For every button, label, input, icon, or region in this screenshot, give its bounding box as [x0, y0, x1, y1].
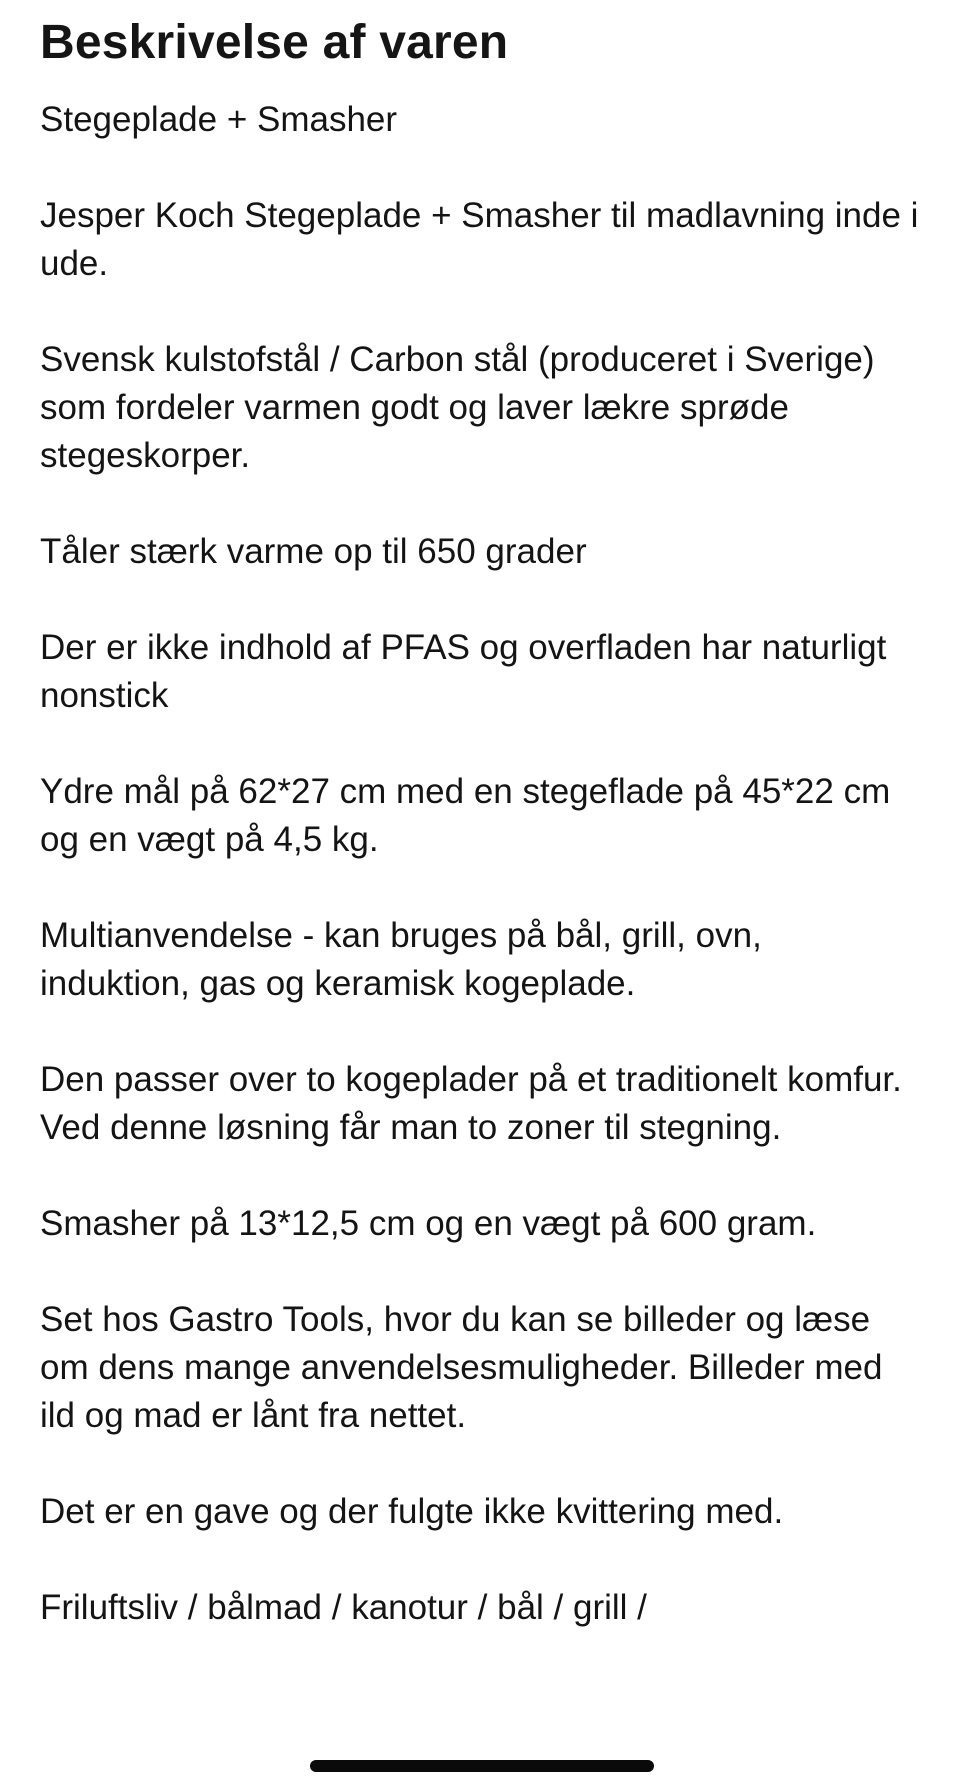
description-paragraph: Multianvendelse - kan bruges på bål, grill, ovn, induktion, gas og keramisk kogeplade.: [40, 916, 762, 1003]
description-paragraph: Smasher på 13*12,5 cm og en vægt på 600 gram.: [40, 1204, 817, 1243]
description-paragraph: Ydre mål på 62*27 cm med en stegeflade på 45*22 cm og en vægt på 4,5 kg.: [40, 772, 891, 859]
description-paragraph: Stegeplade + Smasher: [40, 100, 398, 139]
item-description-section: [40, 14, 920, 1680]
description-paragraph: Den passer over to kogeplader på et traditionelt komfur. Ved denne løsning får man to zoner til stegning.: [40, 1060, 902, 1147]
description-paragraph: Tåler stærk varme op til 650 grader: [40, 532, 587, 571]
description-paragraph: Svensk kulstofstål / Carbon stål (produceret i Sverige) som fordeler varmen godt og laver lækre sprøde stegeskorper.: [40, 340, 875, 475]
page-title: Beskrivelse af varen: [40, 16, 509, 69]
home-indicator-bar[interactable]: [310, 1760, 654, 1772]
description-paragraph: Der er ikke indhold af PFAS og overfladen har naturligt nonstick: [40, 628, 887, 715]
description-paragraph: Set hos Gastro Tools, hvor du kan se billeder og læse om dens mange anvendelsesmuligheder. Billeder med ild og mad er lånt fra nettet.: [40, 1300, 883, 1435]
description-body: [40, 96, 920, 1632]
description-paragraph: Det er en gave og der fulgte ikke kvittering med.: [40, 1492, 784, 1531]
description-paragraph: Friluftsliv / bålmad / kanotur / bål / grill /: [40, 1588, 647, 1627]
description-paragraph: Jesper Koch Stegeplade + Smasher til madlavning inde i ude.: [40, 196, 919, 283]
